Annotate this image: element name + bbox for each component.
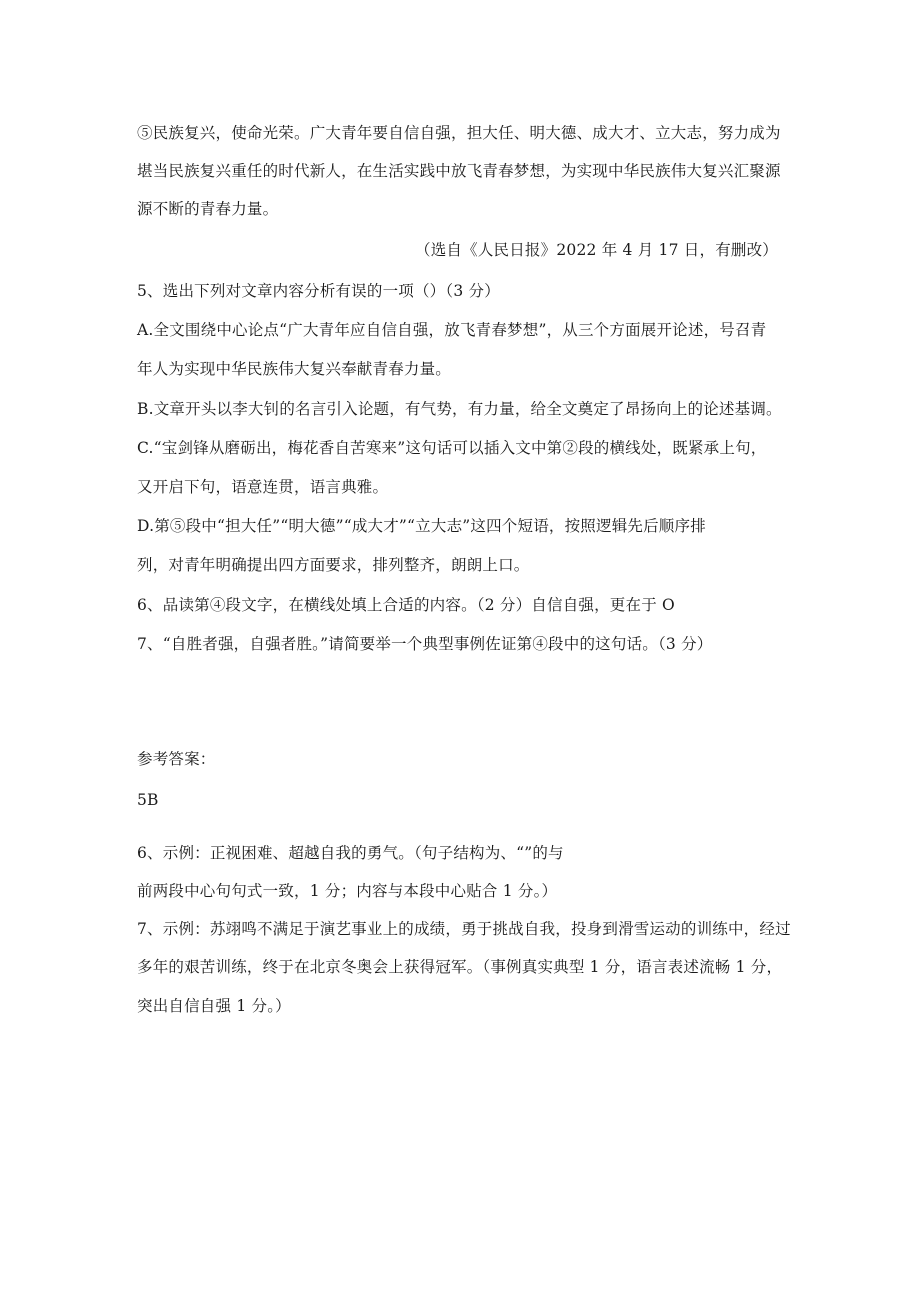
question-5-option-a-line-2: 年人为实现中华民族伟大复兴奉献青春力量。 — [137, 360, 452, 378]
answer-6-line-2: 前两段中心句句式一致，1 分；内容与本段中心贴合 1 分。） — [137, 882, 558, 900]
question-5-option-c-line-1: C.“宝剑锋从磨砺出，梅花香自苦寒来”这句话可以插入文中第②段的横线处，既紧承上句， — [137, 439, 767, 457]
answer-7-line-2: 多年的艰苦训练，终于在北京冬奥会上获得冠军。（事例真实典型 1 分，语言表述流畅 1 分， — [137, 958, 783, 976]
paragraph-5-line-3: 源不断的青春力量。 — [137, 200, 279, 218]
question-5-option-b: B.文章开头以李大钊的名言引入论题，有气势，有力量，给全文奠定了昂扬向上的论述基调。 — [137, 400, 782, 418]
paragraph-5-line-1: ⑤民族复兴，使命光荣。广大青年要自信自强，担大任、明大德、成大才、立大志，努力成为 — [137, 124, 781, 142]
question-5-stem: 5、选出下列对文章内容分析有误的一项（）（3 分） — [137, 282, 500, 300]
answer-7-line-1: 7、示例：苏翊鸣不满足于演艺事业上的成绩，勇于挑战自我，投身到滑雪运动的训练中，经过 — [137, 920, 791, 938]
source-citation: （选自《人民日报》2022 年 4 月 17 日，有删改） — [415, 241, 778, 259]
question-5-option-c-line-2: 又开启下句，语意连贯，语言典雅。 — [137, 478, 389, 496]
question-7: 7、“自胜者强，自强者胜。”请简要举一个典型事例佐证第④段中的这句话。（3 分） — [137, 635, 713, 653]
question-6: 6、品读第④段文字，在横线处填上合适的内容。（2 分）自信自强，更在于 O — [137, 596, 675, 614]
paragraph-5-line-2: 堪当民族复兴重任的时代新人，在生活实践中放飞青春梦想，为实现中华民族伟大复兴汇聚源 — [137, 162, 781, 180]
question-5-option-d-line-1: D.第⑤段中“担大任”“明大德”“成大才”“立大志”这四个短语，按照逻辑先后顺序排 — [137, 517, 706, 535]
answers-heading: 参考答案： — [137, 750, 216, 768]
answer-6-line-1: 6、示例：正视困难、超越自我的勇气。（句子结构为、“”的与 — [137, 844, 564, 862]
answer-7-line-3: 突出自信自强 1 分。） — [137, 997, 291, 1015]
question-5-option-a-line-1: A.全文围绕中心论点“广大青年应自信自强，放飞青春梦想”，从三个方面展开论述，号召青 — [137, 321, 767, 339]
question-5-option-d-line-2: 列，对青年明确提出四方面要求，排列整齐，朗朗上口。 — [137, 556, 530, 574]
answer-5: 5B — [137, 791, 159, 809]
